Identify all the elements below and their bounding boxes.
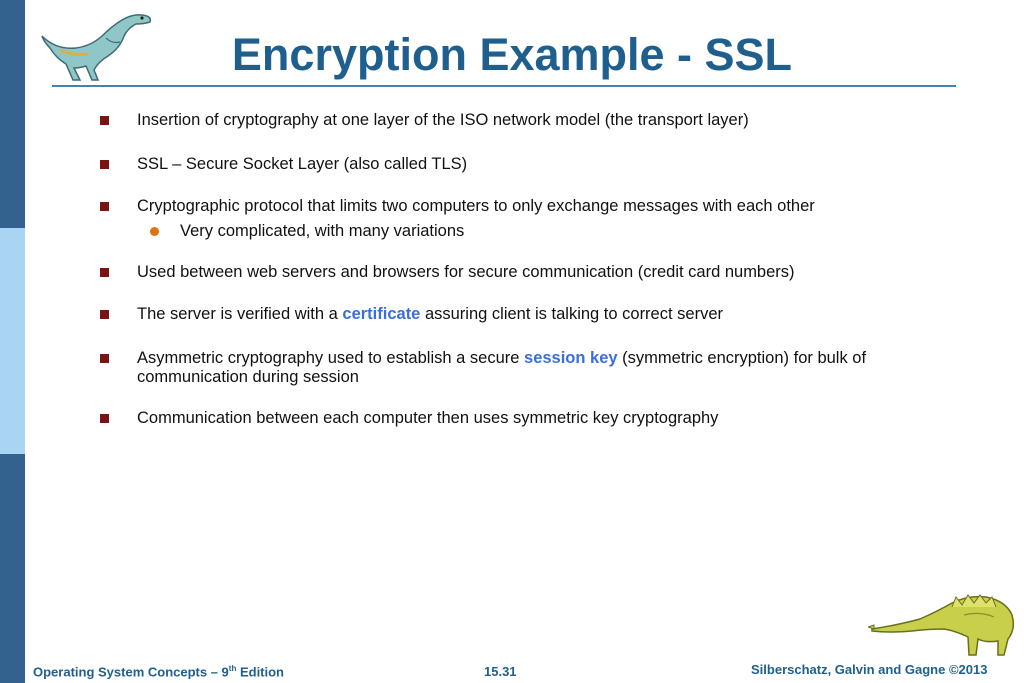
bullet-text: SSL – Secure Socket Layer (also called TLS) <box>137 155 468 173</box>
slide-title: Encryption Example - SSL <box>231 29 793 80</box>
footer-book-prefix: Operating System Concepts – 9 <box>33 664 229 680</box>
footer-book-sup: th <box>228 664 237 673</box>
emphasis-certificate: certificate <box>342 305 421 323</box>
sub-bullet-text: Very complicated, with many variations <box>180 222 465 240</box>
bullet-text-part: (symmetric encryption) for bulk of communication during session <box>137 349 867 386</box>
bullet-text <box>137 349 927 387</box>
square-bullet-icon <box>100 160 109 169</box>
bullet-text <box>137 305 927 324</box>
square-bullet-icon <box>100 116 109 125</box>
bullet-text-part: The server is verified with a <box>137 305 343 323</box>
footer-page-number: 15.31 <box>484 664 517 679</box>
bullet-text: Insertion of cryptography at one layer of the ISO network model (the transport layer) <box>137 111 749 129</box>
footer-book-suffix: Edition <box>236 664 285 680</box>
bullet-text: Used between web servers and browsers for secure communication (credit card numbers) <box>137 263 795 281</box>
square-bullet-icon <box>100 202 109 211</box>
footer-book-title <box>33 664 284 679</box>
footer-authors: Silberschatz, Galvin and Gagne ©2013 <box>751 662 988 677</box>
square-bullet-icon <box>100 414 109 423</box>
dinosaur-icon <box>868 585 1018 657</box>
bullet-text: Cryptographic protocol that limits two computers to only exchange messages with each other <box>137 197 815 215</box>
square-bullet-icon <box>100 354 109 363</box>
emphasis-session-key: session key <box>524 349 618 367</box>
bullet-text: Communication between each computer then uses symmetric key cryptography <box>137 409 719 427</box>
square-bullet-icon <box>100 268 109 277</box>
square-bullet-icon <box>100 310 109 319</box>
bullet-text-part: Asymmetric cryptography used to establish a secure <box>137 349 525 367</box>
round-bullet-icon <box>150 227 159 236</box>
bullet-text-part: assuring client is talking to correct server <box>420 305 723 323</box>
